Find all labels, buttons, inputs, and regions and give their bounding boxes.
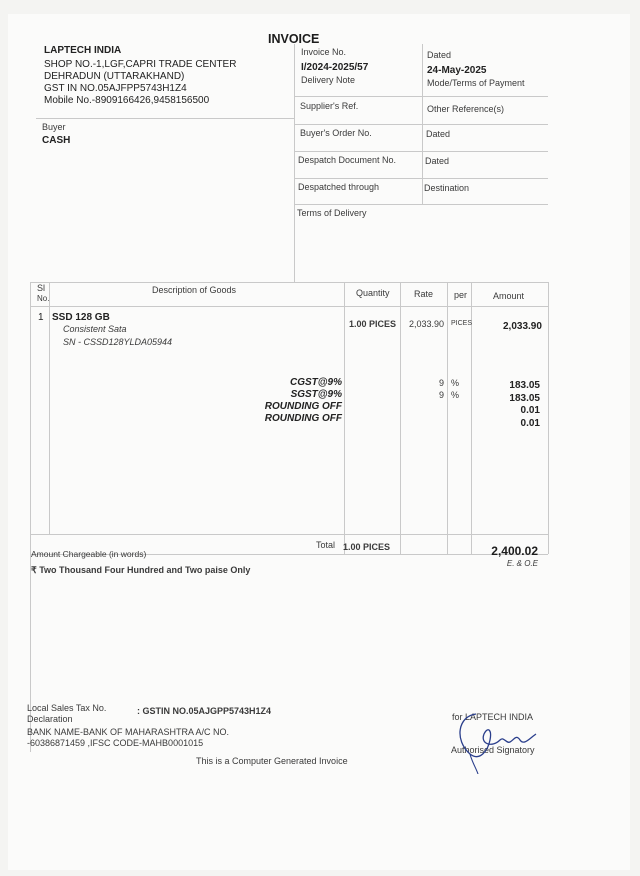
dated-label: Dated xyxy=(427,50,452,60)
cgst-rate: 9 xyxy=(439,378,445,388)
despatch-dated-label: Dated xyxy=(425,156,450,166)
item-serial: SN - CSSD128YLDA05944 xyxy=(63,337,173,347)
sl-no-header: No. xyxy=(37,294,50,303)
item-amount: 2,033.90 xyxy=(503,321,542,332)
seller-name: LAPTECH INDIA xyxy=(44,45,122,56)
table-left-border xyxy=(30,282,31,752)
item-per: PICES xyxy=(451,320,473,327)
sgst-amount: 183.05 xyxy=(509,393,540,404)
total-top-line xyxy=(30,534,548,535)
col-divider xyxy=(447,282,448,554)
meta-line xyxy=(294,124,548,125)
item-quantity: 1.00 PICES xyxy=(349,319,397,329)
invoice-title: INVOICE xyxy=(268,32,320,46)
item-rate: 2,033.90 xyxy=(409,319,445,329)
rounding-amount-1: 0.01 xyxy=(520,405,540,416)
meta-line xyxy=(294,178,548,179)
mode-terms-label: Mode/Terms of Payment xyxy=(427,78,525,88)
amount-words-label: Amount Chargeable (in words) xyxy=(31,549,147,559)
order-dated-label: Dated xyxy=(426,129,451,139)
total-amount: 2,400.02 xyxy=(491,544,538,558)
seller-address-line-2: DEHRADUN (UTTARAKHAND) xyxy=(44,71,185,82)
destination-label: Destination xyxy=(424,183,470,193)
terms-delivery-label: Terms of Delivery xyxy=(297,208,367,218)
eoe-label: E. & O.E xyxy=(506,559,538,568)
rate-header: Rate xyxy=(414,289,434,299)
sl-header: Sl xyxy=(37,283,46,293)
sgst-rate: 9 xyxy=(439,390,445,400)
total-quantity: 1.00 PICES xyxy=(343,542,391,552)
total-label: Total xyxy=(316,540,336,550)
delivery-note-label: Delivery Note xyxy=(301,75,356,85)
despatch-doc-label: Despatch Document No. xyxy=(298,155,397,165)
declaration-label: Declaration xyxy=(27,714,73,724)
meta-line xyxy=(294,204,548,205)
buyer-name: CASH xyxy=(42,135,71,146)
computer-generated-note: This is a Computer Generated Invoice xyxy=(196,756,348,766)
per-header: per xyxy=(454,290,468,300)
amount-words-text: ₹ Two Thousand Four Hundred and Two paise Only xyxy=(31,565,251,575)
invoice-no-label: Invoice No. xyxy=(301,47,347,57)
header-divider xyxy=(294,44,295,282)
seller-gst: GST IN NO.05AJFPP5743H1Z4 xyxy=(44,83,187,94)
invoice-no-value: I/2024-2025/57 xyxy=(301,62,369,73)
col-divider xyxy=(49,282,50,534)
suppliers-ref-label: Supplier's Ref. xyxy=(300,101,359,111)
bank-details-line-1: BANK NAME-BANK OF MAHARASHTRA A/C NO. xyxy=(27,727,230,737)
bank-details-line-2: -60386871459 ,IFSC CODE-MAHB0001015 xyxy=(27,738,204,748)
gstin-value: : GSTIN NO.05AJGPP5743H1Z4 xyxy=(137,706,272,716)
rounding-amount-2: 0.01 xyxy=(520,418,540,429)
amount-header: Amount xyxy=(493,291,525,301)
seller-mobile: Mobile No.-8909166426,9458156500 xyxy=(44,95,210,106)
other-ref-label: Other Reference(s) xyxy=(427,104,505,114)
table-right-border xyxy=(548,282,549,554)
rounding-label-1: ROUNDING OFF xyxy=(264,401,342,412)
cgst-amount: 183.05 xyxy=(509,380,540,391)
buyer-label: Buyer xyxy=(42,122,66,132)
for-company-label: for LAPTECH INDIA xyxy=(452,712,534,722)
description-header: Description of Goods xyxy=(152,285,237,295)
meta-line xyxy=(294,96,548,97)
rounding-label-2: ROUNDING OFF xyxy=(264,413,342,424)
cgst-label: CGST@9% xyxy=(290,377,342,388)
col-divider xyxy=(400,282,401,554)
meta-line xyxy=(294,151,548,152)
quantity-header: Quantity xyxy=(356,288,390,298)
local-tax-label: Local Sales Tax No. xyxy=(27,703,107,713)
buyers-order-label: Buyer's Order No. xyxy=(300,128,372,138)
item-name: SSD 128 GB xyxy=(52,312,110,323)
buyer-divider xyxy=(36,118,294,119)
cgst-pct: % xyxy=(451,378,460,388)
signature-image xyxy=(450,704,570,774)
item-sl: 1 xyxy=(38,312,44,323)
seller-address-line-1: SHOP NO.-1,LGF,CAPRI TRADE CENTER xyxy=(44,59,237,70)
item-subtitle: Consistent Sata xyxy=(63,324,127,334)
col-divider xyxy=(344,282,345,554)
dated-value: 24-May-2025 xyxy=(427,65,487,76)
sgst-label: SGST@9% xyxy=(290,389,342,400)
sgst-pct: % xyxy=(451,390,460,400)
authorised-signatory-label: Authorised Signatory xyxy=(451,745,535,755)
despatched-through-label: Despatched through xyxy=(298,182,380,192)
